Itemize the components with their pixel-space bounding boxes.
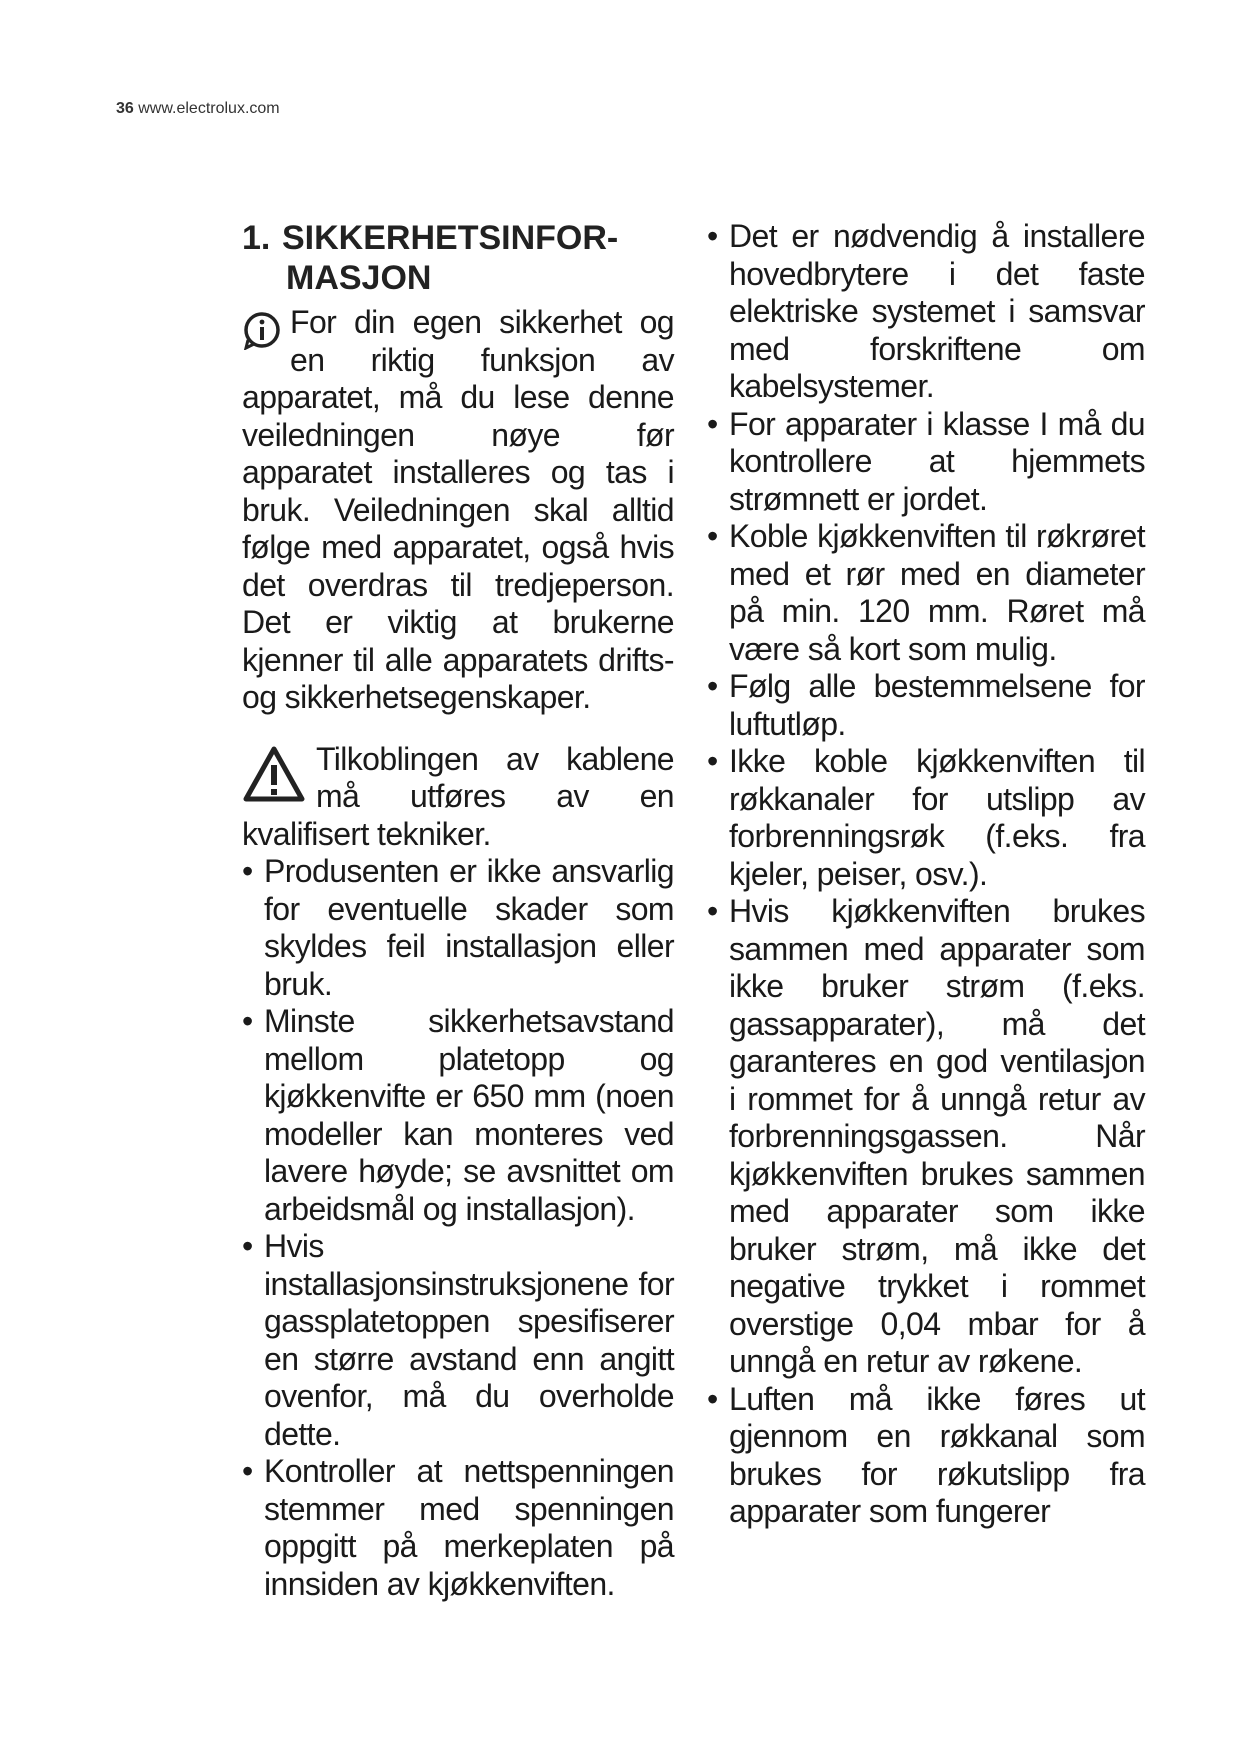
warning-text: Tilkoblingen av kablene må utføres av en kvalifisert tekniker. xyxy=(242,740,674,852)
info-icon xyxy=(242,310,282,350)
right-column xyxy=(707,218,1145,1531)
section-title xyxy=(242,218,674,298)
left-column xyxy=(242,218,674,1603)
info-text: For din egen sikkerhet og en riktig funksjon av apparatet, må du lese denne veiledningen nøye før apparatet installeres og tas i bruk. Veiledningen skal alltid følge med apparatet, også hvis det overdras til tredjeperson. Det er viktig at brukerne kjenner til alle apparatets drifts- og sikkerhetsegenskaper. xyxy=(242,304,674,715)
list-item: • Minste sikkerhetsavstand mellom platetopp og kjøkkenvifte er 650 mm (noen modeller kan monteres ved lavere høyde; se avsnittet om arbeidsmål og installasjon). xyxy=(242,1003,674,1228)
section-title-line1: SIKKERHETSINFOR- xyxy=(282,219,619,257)
left-bullet-list xyxy=(242,853,674,1603)
header-url: www.electrolux.com xyxy=(138,100,280,117)
list-item: • Produsenten er ikke ansvarlig for eventuelle skader som skyldes feil installasjon eller bruk. xyxy=(242,853,674,1003)
list-item: • Kontroller at nettspenningen stemmer med spenningen oppgitt på merkeplaten på innsiden av kjøkkenviften. xyxy=(242,1453,674,1603)
list-item: • Ikke koble kjøkkenviften til røkkanaler for utslipp av forbrenningsrøk (f.eks. fra kjeler, peiser, osv.). xyxy=(707,743,1145,893)
page-number: 36 xyxy=(116,100,134,117)
page-header xyxy=(116,100,280,118)
info-note xyxy=(242,304,674,717)
list-item: • Hvis installasjonsinstruksjonene for gassplatetoppen spesifiserer en større avstand enn angitt ovenfor, må du overholde dette. xyxy=(242,1228,674,1453)
list-item: • Det er nødvendig å installere hovedbrytere i det faste elektriske systemet i samsvar med forskriftene om kabelsystemer. xyxy=(707,218,1145,406)
warning-note xyxy=(242,741,674,854)
right-bullet-list xyxy=(707,218,1145,1531)
list-item: • Luften må ikke føres ut gjennom en røkkanal som brukes for røkutslipp fra apparater som fungerer xyxy=(707,1381,1145,1531)
list-item: • For apparater i klasse I må du kontrollere at hjemmets strømnett er jordet. xyxy=(707,406,1145,519)
list-item: • Følg alle bestemmelsene for luftutløp. xyxy=(707,668,1145,743)
warning-icon xyxy=(242,745,306,803)
section-number: 1. xyxy=(242,219,271,257)
list-item: • Koble kjøkkenviften til røkrøret med et rør med en diameter på min. 120 mm. Røret må være så kort som mulig. xyxy=(707,518,1145,668)
list-item: • Hvis kjøkkenviften brukes sammen med apparater som ikke bruker strøm (f.eks. gassapparater), må det garanteres en god ventilasjon i rommet for å unngå retur av forbrenningsgassen. Når kjøkkenviften brukes sammen med apparater som ikke bruker strøm, må ikke det negative trykket i rommet overstige 0,04 mbar for å unngå en retur av røkene. xyxy=(707,893,1145,1381)
section-title-line2: MASJON xyxy=(286,259,432,297)
